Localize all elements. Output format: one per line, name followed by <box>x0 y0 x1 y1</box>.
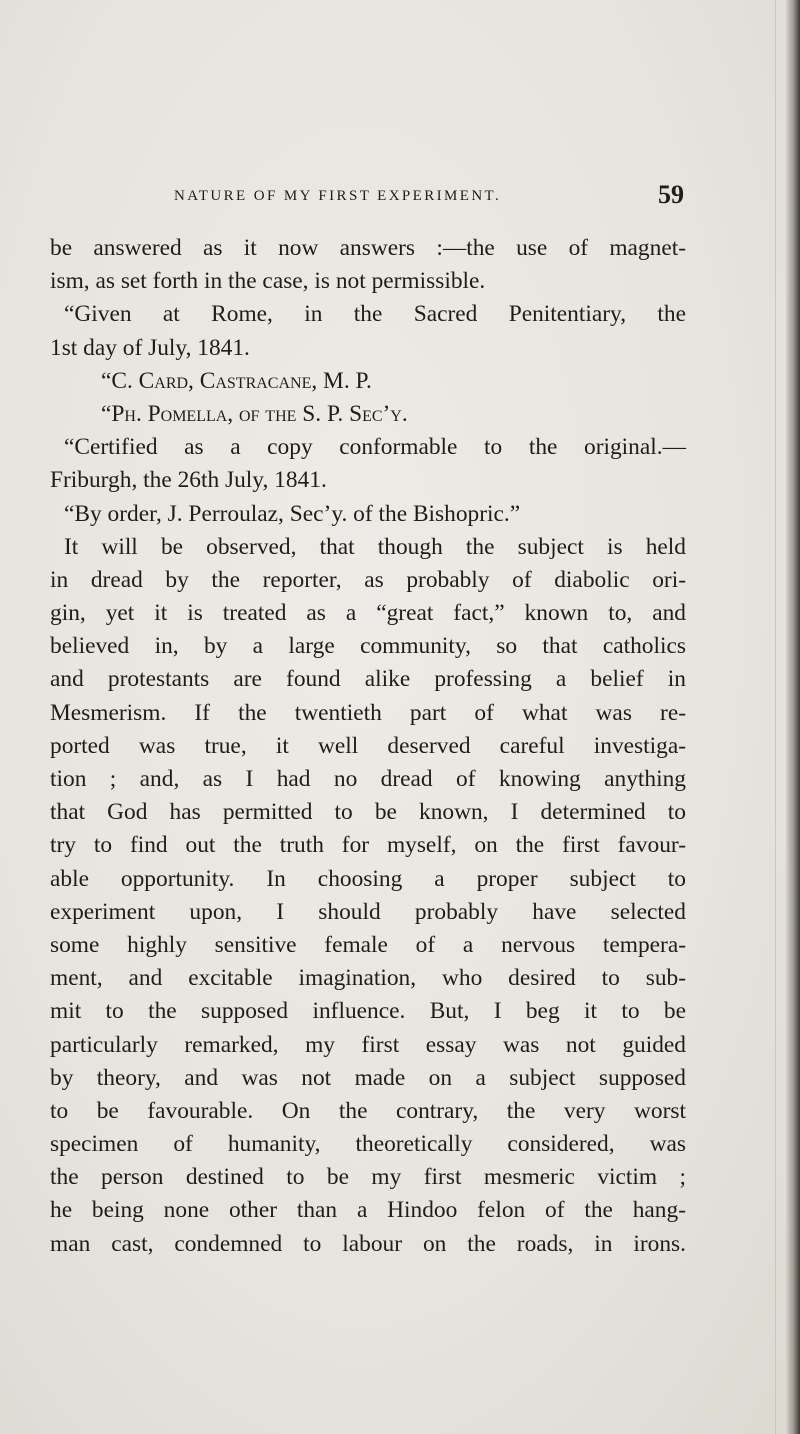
text-line: Mesmerism. If the twentieth part of what was re- <box>50 699 686 726</box>
page-number: 59 <box>658 180 684 209</box>
text-line: in dread by the reporter, as probably of diabolic ori- <box>50 566 686 593</box>
signature-line: “Ph. Pomella, of the S. P. Sec’y. <box>101 400 408 427</box>
text-line: Friburgh, the 26th July, 1841. <box>50 467 327 494</box>
text-line: 1st day of July, 1841. <box>50 334 250 361</box>
text-line: mit to the supposed influence. But, I beg it to be <box>50 998 686 1025</box>
text-line: believed in, by a large community, so that catholics <box>50 633 686 660</box>
text-line: that God has permitted to be known, I determined to <box>50 799 686 826</box>
text-line: “Certified as a copy conformable to the original.— <box>64 434 686 461</box>
page-edge-line <box>775 0 776 1434</box>
text-line: be answered as it now answers :—the use of magnet- <box>50 235 686 261</box>
text-line: man cast, condemned to labour on the roads, in irons. <box>50 1230 686 1257</box>
text-line: to be favourable. On the contrary, the very worst <box>50 1097 686 1124</box>
text-line: experiment upon, I should probably have selected <box>50 898 686 925</box>
text-line: try to find out the truth for myself, on the first favour- <box>50 832 686 859</box>
book-spine-shadow <box>786 0 800 1434</box>
text-line: gin, yet it is treated as a “great fact,” known to, and <box>50 600 686 627</box>
text-line: “By order, J. Perroulaz, Sec’y. of the Bishopric.” <box>64 500 521 527</box>
text-line: and protestants are found alike professing a belief in <box>50 666 686 693</box>
text-line: the person destined to be my first mesmeric victim ; <box>50 1164 686 1191</box>
text-line: tion ; and, as I had no dread of knowing anything <box>50 766 686 792</box>
text-line: “Given at Rome, in the Sacred Penitentiary, the <box>64 301 686 328</box>
body-text <box>50 232 686 1261</box>
text-line: ported was true, it well deserved careful investiga- <box>50 732 686 759</box>
text-line: he being none other than a Hindoo felon of the hang- <box>50 1197 686 1224</box>
signature-line: “C. Card, Castracane, M. P. <box>101 367 372 394</box>
text-line: It will be observed, that though the subject is held <box>64 533 686 560</box>
running-title: NATURE OF MY FIRST EXPERIMENT. <box>174 188 502 204</box>
page-header <box>174 180 684 212</box>
text-line: able opportunity. In choosing a proper subject to <box>50 865 686 892</box>
text-line: ment, and excitable imagination, who desired to sub- <box>50 965 686 992</box>
text-line: by theory, and was not made on a subject supposed <box>50 1064 686 1091</box>
text-line: some highly sensitive female of a nervous tempera- <box>50 931 686 958</box>
text-line: ism, as set forth in the case, is not permissible. <box>50 268 486 295</box>
text-line: particularly remarked, my first essay was not guided <box>50 1031 686 1058</box>
text-line: specimen of humanity, theoretically considered, was <box>50 1131 686 1158</box>
